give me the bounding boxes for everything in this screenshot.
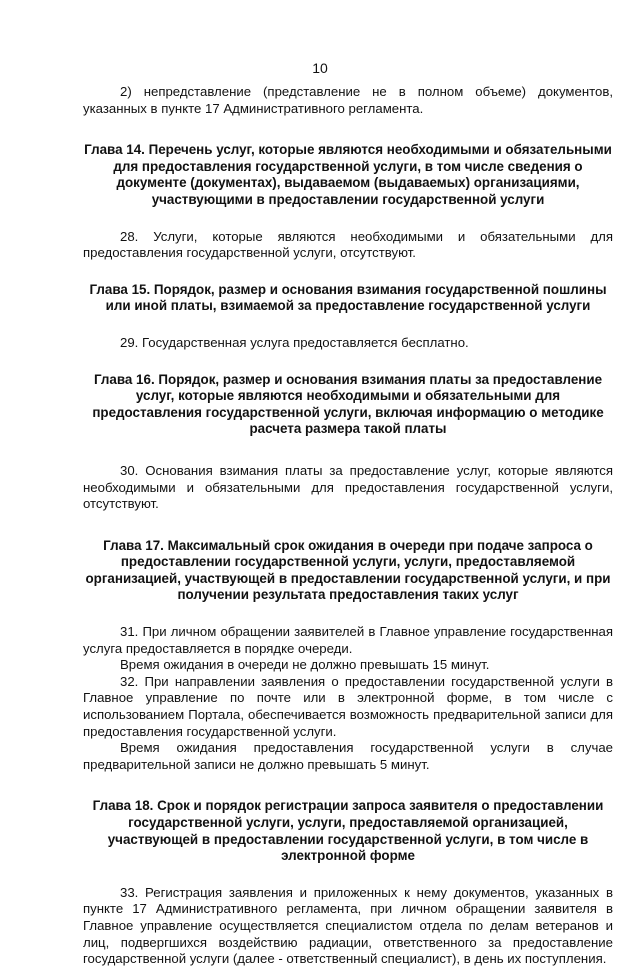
paragraph-29: 29. Государственная услуга предоставляется бесплатно.: [120, 334, 469, 350]
chapter-14-heading: Глава 14. Перечень услуг, которые являются необходимыми и обязательными для предоставления государственной услуги, в том числе сведения о документе (документах), выдаваемом (выдаваемых) организациями, участвующими в предоставлении государственной услуги: [84, 142, 612, 207]
paragraph-item-2-end: 2) непредставление (представление не в полном объеме) документов, указанных в пункте 17 Административного регламента.: [83, 84, 613, 116]
paragraph-32: 32. При направлении заявления о предоставлении государственной услуги в Главное управление по почте или в электронной форме, в том числе с использованием Портала, обеспечивается возможность предварительной записи для предоставления государственной услуги.: [83, 673, 613, 739]
page-number: 10: [312, 60, 328, 76]
chapter-18-heading: Глава 18. Срок и порядок регистрации запроса заявителя о предоставлении государственной услуги, услуги, предоставляемой организацией, участвующей в предоставлении государственной услуги, в том числе в электронной форме: [92, 798, 604, 864]
document-body: [83, 84, 613, 968]
paragraph-30: 30. Основания взимания платы за предоставление услуг, которые являются необходимыми и обязательными для предоставления государственной услуги, отсутствуют.: [83, 462, 613, 512]
paragraph-33: 33. Регистрация заявления и приложенных к нему документов, указанных в пункте 17 Административного регламента, при личном обращении заявителя в Главное управление осуществляется специалистом отдела по делам ветеранов и лиц, подвергшихся воздействию радиации, ответственного за предоставление государственной услуги (далее - ответственный специалист), в день их поступления.: [83, 884, 613, 967]
paragraph-32-wait-time: Время ожидания предоставления государственной услуги в случае предварительной записи не должно превышать 5 минут.: [83, 740, 613, 772]
paragraph-31: 31. При личном обращении заявителей в Главное управление государственная услуга предоставляется в порядке очереди.: [83, 624, 613, 656]
chapter-15-heading: Глава 15. Порядок, размер и основания взимания государственной пошлины или иной платы, взимаемой за предоставление государственной услуги: [89, 281, 607, 314]
chapter-17-heading: Глава 17. Максимальный срок ожидания в очереди при подаче запроса о предоставлении государственной услуги, услуги, предоставляемой организацией, участвующей в предоставлении государственной услуги, и при получении результата предоставления таких услуг: [85, 537, 611, 603]
paragraph-31-wait-time: Время ожидания в очереди не должно превышать 15 минут.: [120, 657, 490, 673]
paragraph-28: 28. Услуги, которые являются необходимыми и обязательными для предоставления государственной услуги, отсутствуют.: [83, 228, 613, 261]
chapter-16-heading: Глава 16. Порядок, размер и основания взимания платы за предоставление услуг, которые являются необходимыми и обязательными для предоставления государственной услуги, включая информацию о методике расчета размера такой платы: [92, 371, 604, 437]
